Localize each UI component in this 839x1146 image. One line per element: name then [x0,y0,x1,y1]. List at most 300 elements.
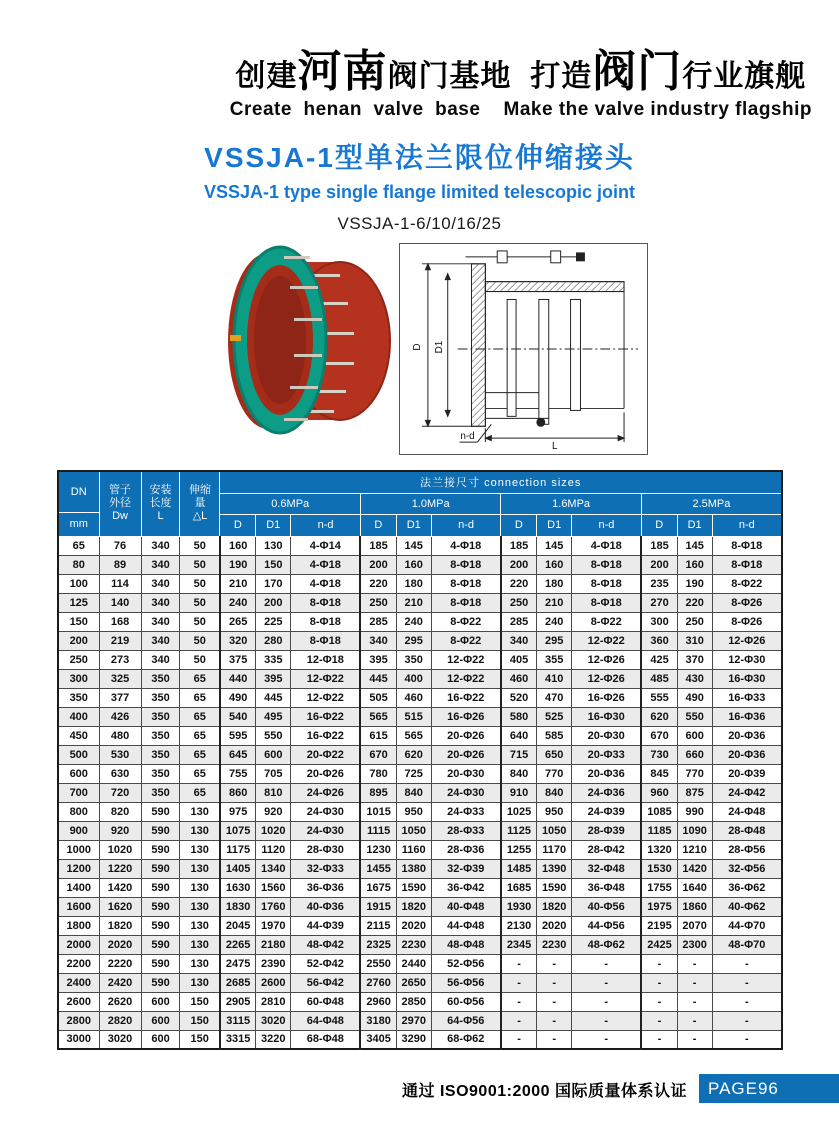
table-cell: 24-Φ36 [572,783,642,802]
table-cell: 20-Φ26 [291,764,361,783]
table-cell: 50 [180,536,220,555]
dim-label-D1: D1 [433,340,445,354]
table-cell: 12-Φ22 [572,631,642,650]
table-cell: 1320 [641,840,677,859]
table-cell: 65 [180,726,220,745]
table-cell: 1975 [641,897,677,916]
table-cell: 2800 [58,1011,99,1030]
table-cell: 220 [677,593,712,612]
table-cell: 295 [396,631,431,650]
table-cell: 24-Φ30 [431,783,501,802]
table-cell: 340 [360,631,396,650]
subcol-header: D1 [537,514,572,536]
table-cell: 16-Φ26 [572,688,642,707]
table-cell: 600 [141,1030,180,1049]
dim-label-nd: n-d [460,431,475,443]
table-cell: 590 [141,916,180,935]
table-cell: 200 [360,555,396,574]
table-cell: 2020 [396,916,431,935]
table-cell: 370 [677,650,712,669]
table-cell: 1075 [220,821,256,840]
table-cell: 8-Φ18 [431,555,501,574]
table-cell: 715 [501,745,537,764]
table-cell: 68-Φ48 [291,1030,361,1049]
table-cell: 2820 [99,1011,141,1030]
table-cell: 590 [141,954,180,973]
table-cell: 32-Φ39 [431,859,501,878]
table-cell: 2400 [58,973,99,992]
table-cell: 755 [220,764,256,783]
table-cell: 580 [501,707,537,726]
table-cell: 130 [180,954,220,973]
table-cell: 12-Φ18 [291,650,361,669]
table-cell: 130 [180,973,220,992]
table-row [58,688,782,707]
table-cell: 2850 [396,992,431,1011]
table-row [58,973,782,992]
table-cell: 130 [256,536,291,555]
table-cell: 2020 [537,916,572,935]
table-row [58,745,782,764]
table-cell: 32-Φ56 [712,859,782,878]
table-cell: 2440 [396,954,431,973]
table-cell: 220 [501,574,537,593]
table-cell: 3220 [256,1030,291,1049]
table-row [58,840,782,859]
table-cell: 725 [396,764,431,783]
table-row [58,954,782,973]
table-cell: 1340 [256,859,291,878]
table-cell: 2325 [360,935,396,954]
table-cell: 220 [360,574,396,593]
table-cell: 1860 [677,897,712,916]
dim-label-D: D [411,343,423,351]
spec-table [57,470,783,1050]
subcol-header: n-d [712,514,782,536]
table-cell: 8-Φ22 [431,631,501,650]
table-cell: 8-Φ18 [572,593,642,612]
table-cell: 16-Φ33 [712,688,782,707]
table-row [58,821,782,840]
pressure-header: 1.0MPa [360,493,500,514]
table-cell: 12-Φ26 [572,650,642,669]
table-cell: - [537,954,572,973]
table-cell: 350 [141,688,180,707]
table-cell: 4-Φ18 [291,574,361,593]
table-cell: 65 [180,688,220,707]
table-cell: 530 [99,745,141,764]
table-cell: 16-Φ30 [572,707,642,726]
subcol-header: D [360,514,396,536]
table-cell: 1120 [256,840,291,859]
table-cell: 780 [360,764,396,783]
table-row [58,859,782,878]
table-cell: 360 [641,631,677,650]
table-cell: 3020 [256,1011,291,1030]
table-cell: 770 [677,764,712,783]
len-line2: 长度 [149,497,172,510]
table-cell: 285 [360,612,396,631]
table-cell: 800 [58,802,99,821]
table-cell: 65 [180,764,220,783]
table-cell: 2345 [501,935,537,954]
table-cell: 2960 [360,992,396,1011]
ext-line2: 量 [194,497,206,510]
table-cell: 1755 [641,878,677,897]
table-cell: 590 [141,897,180,916]
table-cell: 1185 [641,821,677,840]
table-cell: - [641,973,677,992]
table-cell: 350 [141,707,180,726]
table-cell: 8-Φ18 [712,555,782,574]
slogan-zh-small4: 行业旗舰 [682,60,807,93]
table-cell: 40-Φ48 [431,897,501,916]
table-cell: 490 [677,688,712,707]
product-title-en: VSSJA-1 type single flange limited telescopic joint [203,182,636,202]
table-cell: 210 [220,574,256,593]
table-cell: 8-Φ22 [572,612,642,631]
table-cell: 2810 [256,992,291,1011]
table-cell: 20-Φ22 [291,745,361,764]
table-row [58,764,782,783]
table-cell: 225 [256,612,291,631]
table-cell: 12-Φ30 [712,650,782,669]
table-cell: 250 [58,650,99,669]
technical-drawing [399,243,648,455]
table-cell: 340 [141,536,180,555]
table-cell: 1620 [99,897,141,916]
table-cell: 285 [501,612,537,631]
table-cell: 265 [220,612,256,631]
table-cell: 16-Φ22 [291,707,361,726]
table-cell: 1800 [58,916,99,935]
table-cell: 24-Φ30 [291,821,361,840]
flange-joint-photo-illustration [188,242,394,438]
table-cell: 820 [99,802,141,821]
table-cell: 12-Φ22 [431,669,501,688]
table-row [58,992,782,1011]
pressure-header: 1.6MPa [501,493,641,514]
company-slogan [229,47,812,121]
table-cell: 20-Φ36 [712,745,782,764]
table-cell: - [641,954,677,973]
col-header-dn [58,471,99,536]
table-cell: 150 [58,612,99,631]
slogan-zh-big1: 河南 [297,47,388,96]
table-cell: 1420 [677,859,712,878]
table-cell: 2600 [58,992,99,1011]
table-cell: 430 [677,669,712,688]
table-cell: 1390 [537,859,572,878]
table-row [58,612,782,631]
table-cell: 1560 [256,878,291,897]
table-cell: 720 [99,783,141,802]
table-cell: 3115 [220,1011,256,1030]
subcol-header: D1 [677,514,712,536]
table-cell: 355 [537,650,572,669]
table-cell: 64-Φ56 [431,1011,501,1030]
table-cell: - [677,1030,712,1049]
subcol-header: D1 [256,514,291,536]
table-cell: 730 [641,745,677,764]
table-cell: 4-Φ18 [572,536,642,555]
table-cell: 405 [501,650,537,669]
table-cell: 32-Φ48 [572,859,642,878]
table-cell: 28-Φ48 [712,821,782,840]
table-cell: 300 [641,612,677,631]
iso-certification-text: 通过 ISO9001:2000 国际质量体系认证 [402,1083,687,1100]
table-cell: 200 [501,555,537,574]
table-cell: 515 [396,707,431,726]
table-cell: 16-Φ22 [291,726,361,745]
table-cell: 210 [537,593,572,612]
table-cell: 8-Φ18 [291,631,361,650]
table-row [58,536,782,555]
table-cell: 3315 [220,1030,256,1049]
table-cell: 460 [396,688,431,707]
table-cell: - [677,992,712,1011]
table-cell: - [712,1011,782,1030]
table-cell: 250 [501,593,537,612]
table-cell: 1600 [58,897,99,916]
table-cell: 36-Φ42 [431,878,501,897]
table-cell: 48-Φ70 [712,935,782,954]
table-cell: 80 [58,555,99,574]
table-cell: 65 [58,536,99,555]
subcol-header: n-d [431,514,501,536]
subcol-header: D [501,514,537,536]
table-cell: 550 [256,726,291,745]
table-cell: 12-Φ26 [712,631,782,650]
table-cell: 114 [99,574,141,593]
subcol-header: D [641,514,677,536]
table-cell: 1050 [396,821,431,840]
table-cell: 495 [256,707,291,726]
table-cell: 8-Φ18 [572,555,642,574]
table-cell: 340 [141,574,180,593]
table-cell: 3020 [99,1030,141,1049]
table-cell: 160 [220,536,256,555]
table-cell: 160 [396,555,431,574]
table-cell: 12-Φ22 [431,650,501,669]
table-cell: 700 [58,783,99,802]
dn-unit-label: mm [69,518,88,531]
table-cell: 490 [220,688,256,707]
table-cell: 3290 [396,1030,431,1049]
table-cell: 565 [396,726,431,745]
table-cell: 24-Φ33 [431,802,501,821]
slogan-english: Create henan valve base Make the valve industry flagship [229,99,812,120]
table-cell: 1675 [360,878,396,897]
slogan-zh-small2: 阀门基地 [387,60,512,93]
table-cell: 150 [180,1030,220,1049]
table-cell: 36-Φ48 [572,878,642,897]
table-cell: 145 [537,536,572,555]
table-cell: 840 [537,783,572,802]
table-cell: 8-Φ18 [291,612,361,631]
table-cell: 44-Φ56 [572,916,642,935]
table-cell: 1015 [360,802,396,821]
table-cell: 875 [677,783,712,802]
table-cell: 1255 [501,840,537,859]
table-cell: 1000 [58,840,99,859]
table-cell: 4-Φ18 [291,555,361,574]
table-cell: 1820 [396,897,431,916]
table-cell: 36-Φ36 [291,878,361,897]
table-cell: - [677,973,712,992]
table-cell: 1820 [537,897,572,916]
table-row [58,783,782,802]
table-row [58,935,782,954]
section-drawing [400,244,647,454]
table-cell: 24-Φ42 [712,783,782,802]
table-cell: 280 [256,631,291,650]
table-cell: 2420 [99,973,141,992]
table-cell: 1970 [256,916,291,935]
table-cell: 2200 [58,954,99,973]
table-cell: 2760 [360,973,396,992]
table-cell: 16-Φ26 [431,707,501,726]
table-cell: 270 [641,593,677,612]
table-cell: 219 [99,631,141,650]
table-cell: 76 [99,536,141,555]
table-cell: 2045 [220,916,256,935]
table-cell: 705 [256,764,291,783]
ext-line3: △L [192,510,208,523]
table-cell: 150 [180,1011,220,1030]
dim-label-L: L [551,441,558,453]
table-cell: 2265 [220,935,256,954]
table-cell: 20-Φ30 [431,764,501,783]
product-photo [188,242,394,438]
table-cell: 60-Φ48 [291,992,361,1011]
table-cell: 130 [180,878,220,897]
table-cell: 52-Φ56 [431,954,501,973]
table-cell: 12-Φ22 [291,669,361,688]
table-cell: 16-Φ22 [431,688,501,707]
table-cell: 56-Φ56 [431,973,501,992]
table-cell: 65 [180,783,220,802]
table-cell: 810 [256,783,291,802]
table-cell: 310 [677,631,712,650]
slogan-zh-small3: 打造 [530,60,593,93]
table-cell: 48-Φ62 [572,935,642,954]
table-cell: 450 [58,726,99,745]
table-cell: 240 [220,593,256,612]
table-cell: 3000 [58,1030,99,1049]
table-cell: 1830 [220,897,256,916]
table-cell: 395 [360,650,396,669]
table-cell: 485 [641,669,677,688]
table-cell: 240 [396,612,431,631]
table-row [58,574,782,593]
table-cell: 48-Φ48 [431,935,501,954]
table-cell: 8-Φ18 [291,593,361,612]
table-cell: 8-Φ18 [572,574,642,593]
table-cell: 273 [99,650,141,669]
table-cell: 50 [180,650,220,669]
table-cell: 350 [58,688,99,707]
dw-line2: 外径 [109,497,132,510]
table-cell: 130 [180,916,220,935]
table-cell: 185 [501,536,537,555]
slogan-zh-big2: 阀门 [592,47,683,96]
table-cell: 3405 [360,1030,396,1049]
table-cell: 350 [141,669,180,688]
table-cell: 660 [677,745,712,764]
table-cell: 350 [396,650,431,669]
table-cell: - [572,973,642,992]
table-cell: 170 [256,574,291,593]
table-cell: 4-Φ14 [291,536,361,555]
table-cell: 2905 [220,992,256,1011]
table-cell: 4-Φ18 [431,536,501,555]
table-cell: 140 [99,593,141,612]
table-cell: 335 [256,650,291,669]
table-cell: 1405 [220,859,256,878]
table-cell: 2390 [256,954,291,973]
table-cell: 920 [256,802,291,821]
table-cell: 590 [141,859,180,878]
table-cell: 350 [141,745,180,764]
table-cell: 300 [58,669,99,688]
table-cell: 3180 [360,1011,396,1030]
table-cell: 585 [537,726,572,745]
table-cell: 340 [141,612,180,631]
table-cell: 125 [58,593,99,612]
subcol-header: D [220,514,256,536]
table-cell: 20-Φ26 [431,745,501,764]
table-cell: 960 [641,783,677,802]
table-cell: 2685 [220,973,256,992]
table-cell: 640 [501,726,537,745]
table-cell: 500 [58,745,99,764]
table-cell: 600 [141,1011,180,1030]
table-cell: 2130 [501,916,537,935]
table-cell: 770 [537,764,572,783]
table-cell: 320 [220,631,256,650]
table-cell: 350 [141,764,180,783]
spec-table-body [58,536,782,1049]
table-cell: 60-Φ56 [431,992,501,1011]
table-cell: 2000 [58,935,99,954]
table-cell: - [501,992,537,1011]
table-cell: 950 [537,802,572,821]
page-number-badge: PAGE96 [699,1074,839,1103]
table-cell: 200 [58,631,99,650]
table-cell: 8-Φ18 [431,574,501,593]
table-cell: 1200 [58,859,99,878]
table-cell: - [501,954,537,973]
table-cell: 2020 [99,935,141,954]
table-cell: 340 [141,555,180,574]
table-cell: 1590 [396,878,431,897]
table-cell: 20-Φ36 [572,764,642,783]
table-cell: 920 [99,821,141,840]
table-row [58,916,782,935]
product-title-zh: VSSJA-1型单法兰限位伸缩接头 [204,142,635,173]
table-cell: 840 [396,783,431,802]
table-cell: 840 [501,764,537,783]
table-cell: - [572,992,642,1011]
dw-line3: Dw [112,510,128,523]
table-cell: 28-Φ42 [572,840,642,859]
table-cell: 2230 [537,935,572,954]
table-cell: 28-Φ36 [431,840,501,859]
table-cell: 1160 [396,840,431,859]
table-cell: 1125 [501,821,537,840]
pressure-header: 0.6MPa [220,493,360,514]
